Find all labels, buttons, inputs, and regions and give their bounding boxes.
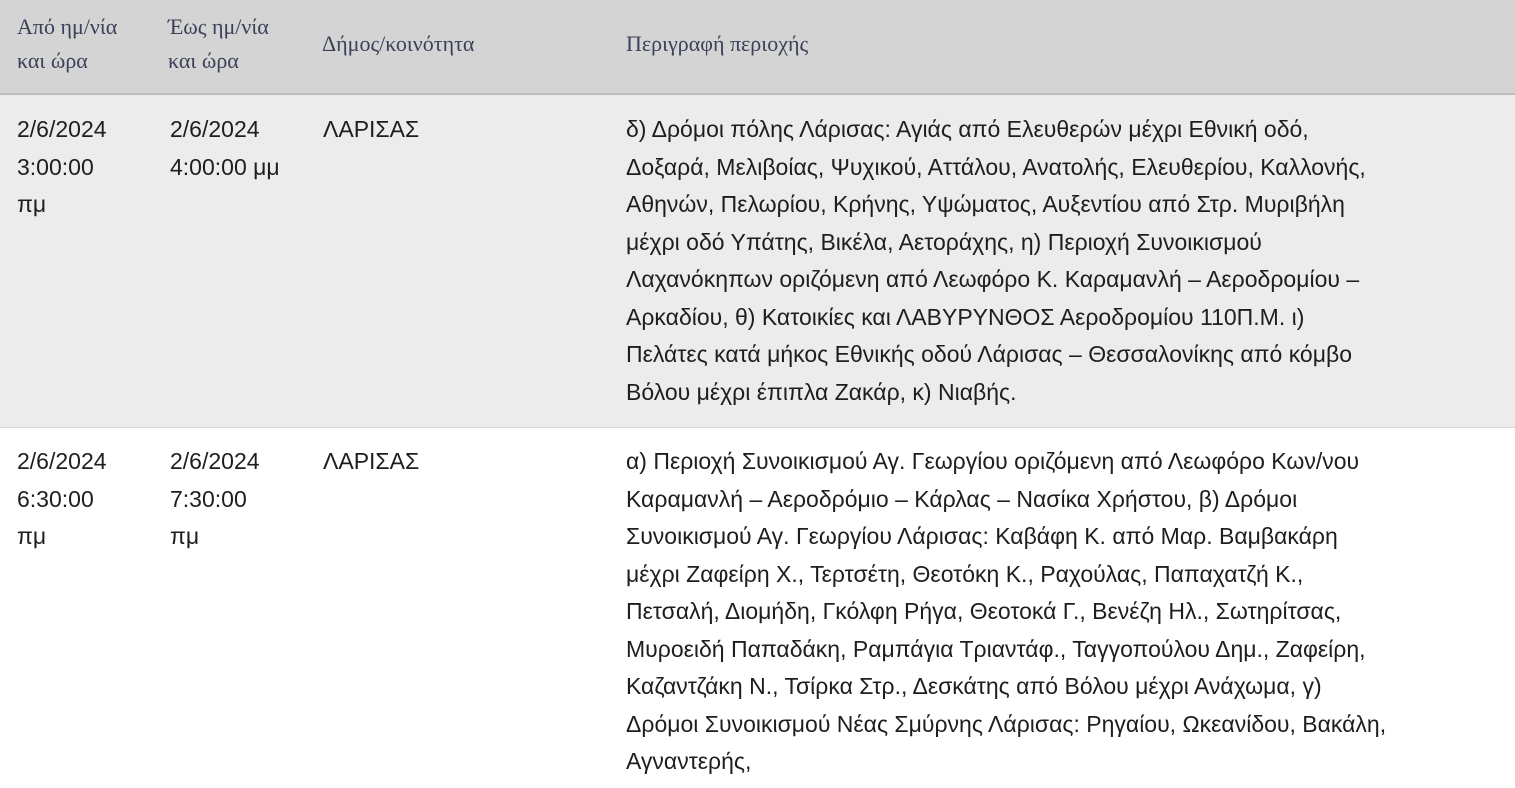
header-text-line: και ώρα xyxy=(17,48,88,73)
header-municipality: Δήμος/κοινότητα xyxy=(322,31,475,56)
description-line: Αθηνών, Πελωρίου, Κρήνης, Υψώματος, Αυξεντίου από Στρ. Μυριβήλη xyxy=(626,191,1345,217)
header-area-description: Περιγραφή περιοχής xyxy=(626,31,809,56)
cell-text-line: πμ xyxy=(170,523,200,549)
description-line: δ) Δρόμοι πόλης Λάρισας: Αγιάς από Ελευθερών μέχρι Εθνική οδό, xyxy=(626,116,1309,142)
table-row xyxy=(0,428,1515,788)
cell-text-line: 7:30:00 xyxy=(170,485,247,512)
description-line: Πετσαλή, Διομήδη, Γκόλφη Ρήγα, Θεοτοκά Γ., Βενέζη Ηλ., Σωτηρίτσας, xyxy=(626,598,1342,624)
description-line: Αγναντερής, xyxy=(626,748,752,774)
cell-text-line: πμ xyxy=(17,191,47,217)
cell-text-line: 2/6/2024 xyxy=(17,448,107,474)
description-line: Δρόμοι Συνοικισμού Νέας Σμύρνης Λάρισας: Ρηγαίου, Ωκεανίδου, Βακάλη, xyxy=(626,710,1387,737)
description-line: Πελάτες κατά μήκος Εθνικής οδού Λάρισας – Θεσσαλονίκης από κόμβο xyxy=(626,341,1352,367)
description-line: Καραμανλή – Αεροδρόμιο – Κάρλας – Νασίκα Χρήστου, β) Δρόμοι xyxy=(626,485,1298,512)
cell-text-line: 2/6/2024 xyxy=(170,116,260,142)
cell-area-description xyxy=(626,443,1506,781)
cell-text-line: 4:00:00 μμ xyxy=(170,153,280,180)
cell-text-line: πμ xyxy=(17,523,47,549)
description-line: α) Περιοχή Συνοικισμού Αγ. Γεωργίου οριζόμενη από Λεωφόρο Κων/νου xyxy=(626,448,1360,474)
header-to-datetime xyxy=(168,10,269,78)
cell-to-datetime xyxy=(170,443,310,556)
cell-municipality: ΛΑΡΙΣΑΣ xyxy=(323,448,420,474)
cell-to-datetime xyxy=(170,111,310,186)
cell-municipality: ΛΑΡΙΣΑΣ xyxy=(323,116,420,142)
description-line: Βόλου μέχρι έπιπλα Ζακάρ, κ) Νιαβής. xyxy=(626,378,1017,405)
header-text-line: Έως ημ/νία xyxy=(168,14,269,39)
description-line: Αρκαδίου, θ) Κατοικίες και ΛΑΒΥΡΥΝΘΟΣ Αεροδρομίου 110Π.Μ. ι) xyxy=(626,303,1305,330)
cell-from-datetime xyxy=(17,111,152,224)
header-text-line: Από ημ/νία xyxy=(17,14,118,39)
header-from-datetime xyxy=(17,10,117,78)
cell-area-description xyxy=(626,111,1506,411)
description-line: Δοξαρά, Μελιβοίας, Ψυχικού, Αττάλου, Ανατολής, Ελευθερίου, Καλλονής, xyxy=(626,153,1366,180)
header-text-line: και ώρα xyxy=(168,48,239,73)
table-header xyxy=(0,0,1515,95)
table-row xyxy=(0,95,1515,428)
cell-from-datetime xyxy=(17,443,152,556)
description-line: μέχρι οδό Υπάτης, Βικέλα, Αετοράχης, η) Περιοχή Συνοικισμού xyxy=(626,228,1262,255)
cell-text-line: 2/6/2024 xyxy=(170,448,260,474)
cell-text-line: 3:00:00 xyxy=(17,153,94,180)
description-line: Συνοικισμού Αγ. Γεωργίου Λάρισας: Καβάφη Κ. από Μαρ. Βαμβακάρη xyxy=(626,523,1338,549)
cell-text-line: 6:30:00 xyxy=(17,485,94,512)
description-line: Λαχανόκηπων οριζόμενη από Λεωφόρο Κ. Καραμανλή – Αεροδρομίου – xyxy=(626,266,1360,292)
description-line: Καζαντζάκη Ν., Τσίρκα Στρ., Δεσκάτης από Βόλου μέχρι Ανάχωμα, γ) xyxy=(626,673,1322,699)
description-line: Μυροειδή Παπαδάκη, Ραμπάγια Τριαντάφ., Ταγγοπούλου Δημ., Ζαφείρη, xyxy=(626,635,1366,662)
description-line: μέχρι Ζαφείρη Χ., Τερτσέτη, Θεοτόκη Κ., Ραχούλας, Παπαχατζή Κ., xyxy=(626,560,1304,587)
cell-text-line: 2/6/2024 xyxy=(17,116,107,142)
